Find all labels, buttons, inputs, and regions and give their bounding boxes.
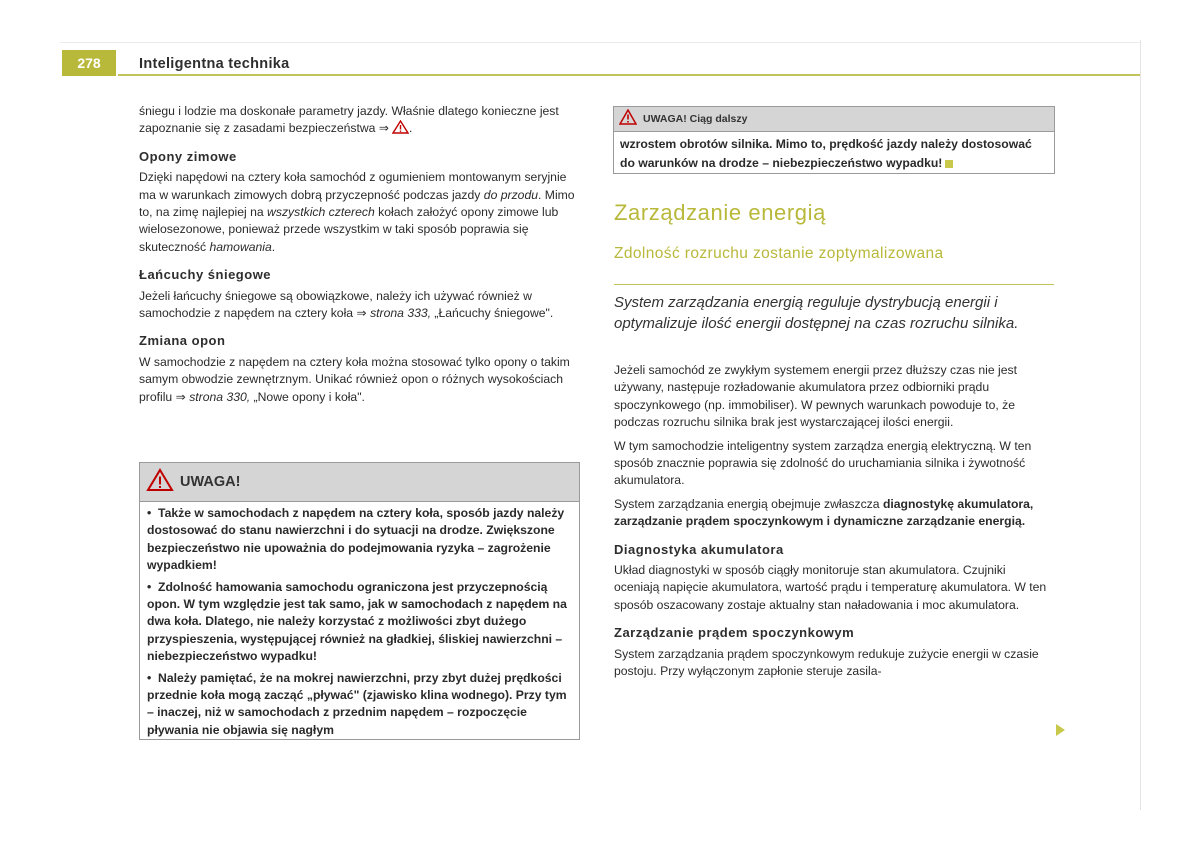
snow-chains-text: Jeżeli łańcuchy śniegowe są obowiązkowe, należy ich używać również w samochodzie z napędem na cztery koła ⇒ strona 333, „Łańcuchy śniegowe". <box>139 288 554 321</box>
lead-paragraph: System zarządzania energią reguluje dystrybucją energii i optymalizuje ilość energii dostępnej na czas rozruchu silnika. <box>614 294 1019 332</box>
page-number: 278 <box>62 50 116 76</box>
header-rule <box>118 74 1140 76</box>
warning-box <box>139 462 580 740</box>
section-title: Zarządzanie energią <box>614 200 826 225</box>
quiescent-current-heading: Zarządzanie prądem spoczynkowym <box>614 625 855 641</box>
paragraph-1: Jeżeli samochód ze zwykłym systemem energii przez dłuższy czas nie jest używany, następuje rozładowanie akumulatora przez odbiorniki prądu spoczynkowego (np. immobiliser). W pewnych warunkach powoduje to, że podczas rozruchu silnika brak jest wystarczającej ilości energii. <box>614 363 1018 430</box>
warning-item: • Także w samochodach z napędem na cztery koła, sposób jazdy należy dostosować do stanu nawierzchni i do sytuacji na drodze. Zwiększone bezpieczeństwo nie upoważnia do podejmowania ryzyka – zagrożenie wypadkiem! <box>147 506 565 573</box>
subsection-rule <box>614 284 1054 285</box>
warning-triangle-icon <box>619 109 637 130</box>
winter-tires-text: Dzięki napędowi na cztery koła samochód z ogumieniem montowanym seryjnie ma w warunkach zimowych dobrą przyczepność podczas jazdy do przodu. Mimo to, na zimę najlepiej na wszystkich czterech kołach założyć opony zimowe lub wielosezonowe, ponieważ przede wszystkim w taki sposób poprawia się skuteczność hamowania. <box>139 170 575 254</box>
tire-change-heading: Zmiana opon <box>139 333 226 349</box>
continue-arrow-icon <box>1056 724 1065 736</box>
warning-item: • Należy pamiętać, że na mokrej nawierzchni, przy zbyt dużej prędkości przednie koła mogą zacząć „pływać" (zjawisko klina wodnego). Przy tym – inaczej, niż w samochodach z przednim napędem – rozpoczęcie pływania nie objawia się nagłym <box>147 670 567 737</box>
snow-chains-link[interactable]: strona 333, <box>370 306 432 321</box>
paragraph-2: W tym samochodzie inteligentny system zarządza energią elektryczną. W ten sposób znacznie poprawia się zdolność do uruchamiania silnika i żywotność akumulatora. <box>614 438 1032 488</box>
left-column <box>139 103 579 412</box>
intro-paragraph: śniegu i lodzie ma doskonałe parametry jazdy. Właśnie dlatego konieczne jest zapoznanie się z zasadami bezpieczeństwa ⇒ . <box>139 104 559 136</box>
warning-item: • Zdolność hamowania samochodu ograniczona jest przyczepnością opon. W tym względzie jest tak samo, jak w samochodach z napędem na dwa koła. Dlatego, nie należy korzystać z możliwości zbyt dużego przyspieszenia, występującej również na gładkiej, śliskiej nawierzchni – niebezpieczeństwo wypadku! <box>147 579 567 664</box>
warning-header <box>140 463 579 502</box>
continued-warning-label: UWAGA! Ciąg dalszy <box>643 113 748 125</box>
continued-warning-text: wzrostem obrotów silnika. Mimo to, prędkość jazdy należy dostosować do warunków na drodze – niebezpieczeństwo wypadku! <box>620 137 1032 170</box>
end-square-icon <box>945 160 953 168</box>
page-top-edge <box>60 42 1140 43</box>
tire-change-link[interactable]: strona 330, <box>189 389 251 404</box>
continued-warning-box <box>613 106 1055 174</box>
inline-warning-icon <box>389 121 409 135</box>
paragraph-3: System zarządzania energią obejmuje zwłaszcza diagnostykę akumulatora, zarządzanie prądem spoczynkowym i dynamiczne zarządzanie energią. <box>614 496 1034 529</box>
quiescent-current-text: System zarządzania prądem spoczynkowym redukuje zużycie energii w czasie postoju. Przy wyłączonym zapłonie steruje zasila- <box>614 646 1039 679</box>
chapter-title: Inteligentna technika <box>139 56 290 72</box>
winter-tires-heading: Opony zimowe <box>139 148 237 164</box>
right-column <box>614 362 1054 687</box>
page-right-edge <box>1140 40 1141 810</box>
battery-diagnostics-text: Układ diagnostyki w sposób ciągły monitoruje stan akumulatora. Czujniki oceniają napięcie akumulatora, wartość prądu i temperaturę akumulatora. W ten sposób oszacowany zostaje aktualny stan naładowania i moc akumulatora. <box>614 563 1047 612</box>
warning-label: UWAGA! <box>180 474 241 490</box>
tire-change-text: W samochodzie z napędem na cztery koła można stosować tylko opony o takim samym obwodzie zewnętrznym. Unikać również opon o różnych wysokościach profilu ⇒ strona 330, „Nowe opony i koła". <box>139 354 570 404</box>
warning-triangle-icon <box>146 468 174 497</box>
warning-body <box>140 502 579 739</box>
subsection-title: Zdolność rozruchu zostanie zoptymalizowana <box>614 245 944 262</box>
battery-diagnostics-heading: Diagnostyka akumulatora <box>614 541 784 557</box>
snow-chains-heading: Łańcuchy śniegowe <box>139 267 272 283</box>
continued-warning-header <box>614 107 1054 132</box>
